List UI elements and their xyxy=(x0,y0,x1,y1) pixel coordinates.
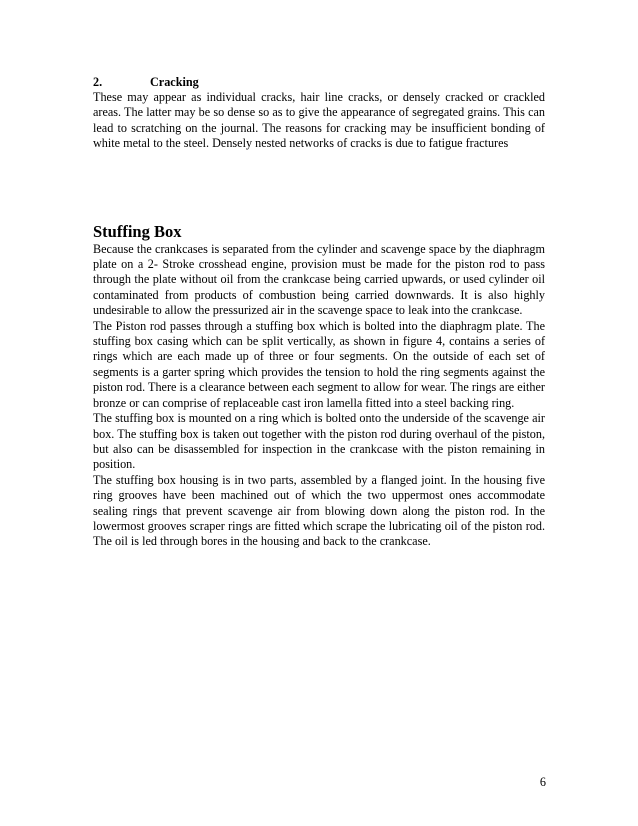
page-content xyxy=(93,74,545,550)
stuffing-box-paragraph-4: The stuffing box housing is in two parts, assembled by a flanged joint. In the housing five ring grooves have been machined out of which the two uppermost ones accommodate sealing rings that prevent scavenge air from blowing down along the piston rod. In the lowermost grooves scraper rings are fitted which scrape the lubricating oil of the piston rod. The oil is led through bores in the housing and back to the crankcase. xyxy=(93,472,545,549)
page-number: 6 xyxy=(539,775,546,789)
cracking-paragraph: These may appear as individual cracks, hair line cracks, or densely cracked or crackled areas. The latter may be so dense so as to give the appearance of segregated grains. This can lead to scratching on the journal. The reasons for cracking may be insufficient bonding of white metal to the steel. Densely nested networks of cracks is due to fatigue fractures xyxy=(93,90,545,151)
stuffing-box-paragraph-2: The Piston rod passes through a stuffing box which is bolted into the diaphragm plate. The stuffing box casing which can be split vertically, as shown in figure 4, contains a series of rings which are each made up of three or four segments. On the outside of each set of segments is a garter spring which provides the tension to hold the ring segments against the piston rod. There is a clearance between each segment to allow for wear. The rings are either bronze or can comprise of replaceable cast iron lamella fitted into a steel backing ring. xyxy=(93,318,545,410)
stuffing-box-title: Stuffing Box xyxy=(93,221,182,241)
cracking-heading xyxy=(93,74,545,90)
cracking-heading-title: Cracking xyxy=(150,75,199,89)
stuffing-box-paragraph-1: Because the crankcases is separated from the cylinder and scavenge space by the diaphragm plate on a 2- Stroke crosshead engine, provision must be made for the piston rod to pass through the plate without oil from the crankcase being carried upwards, or used cylinder oil contaminated from products of combustion being carried downwards. It is also highly undesirable to allow the pressurized air in the scavenge space to leak into the crankcase. xyxy=(93,241,545,318)
stuffing-box-paragraph-3: The stuffing box is mounted on a ring which is bolted onto the underside of the scavenge air box. The stuffing box is taken out together with the piston rod during overhaul of the piston, but also can be disassembled for inspection in the crankcase with the piston remaining in position. xyxy=(93,411,545,472)
cracking-heading-number: 2. xyxy=(93,75,103,89)
